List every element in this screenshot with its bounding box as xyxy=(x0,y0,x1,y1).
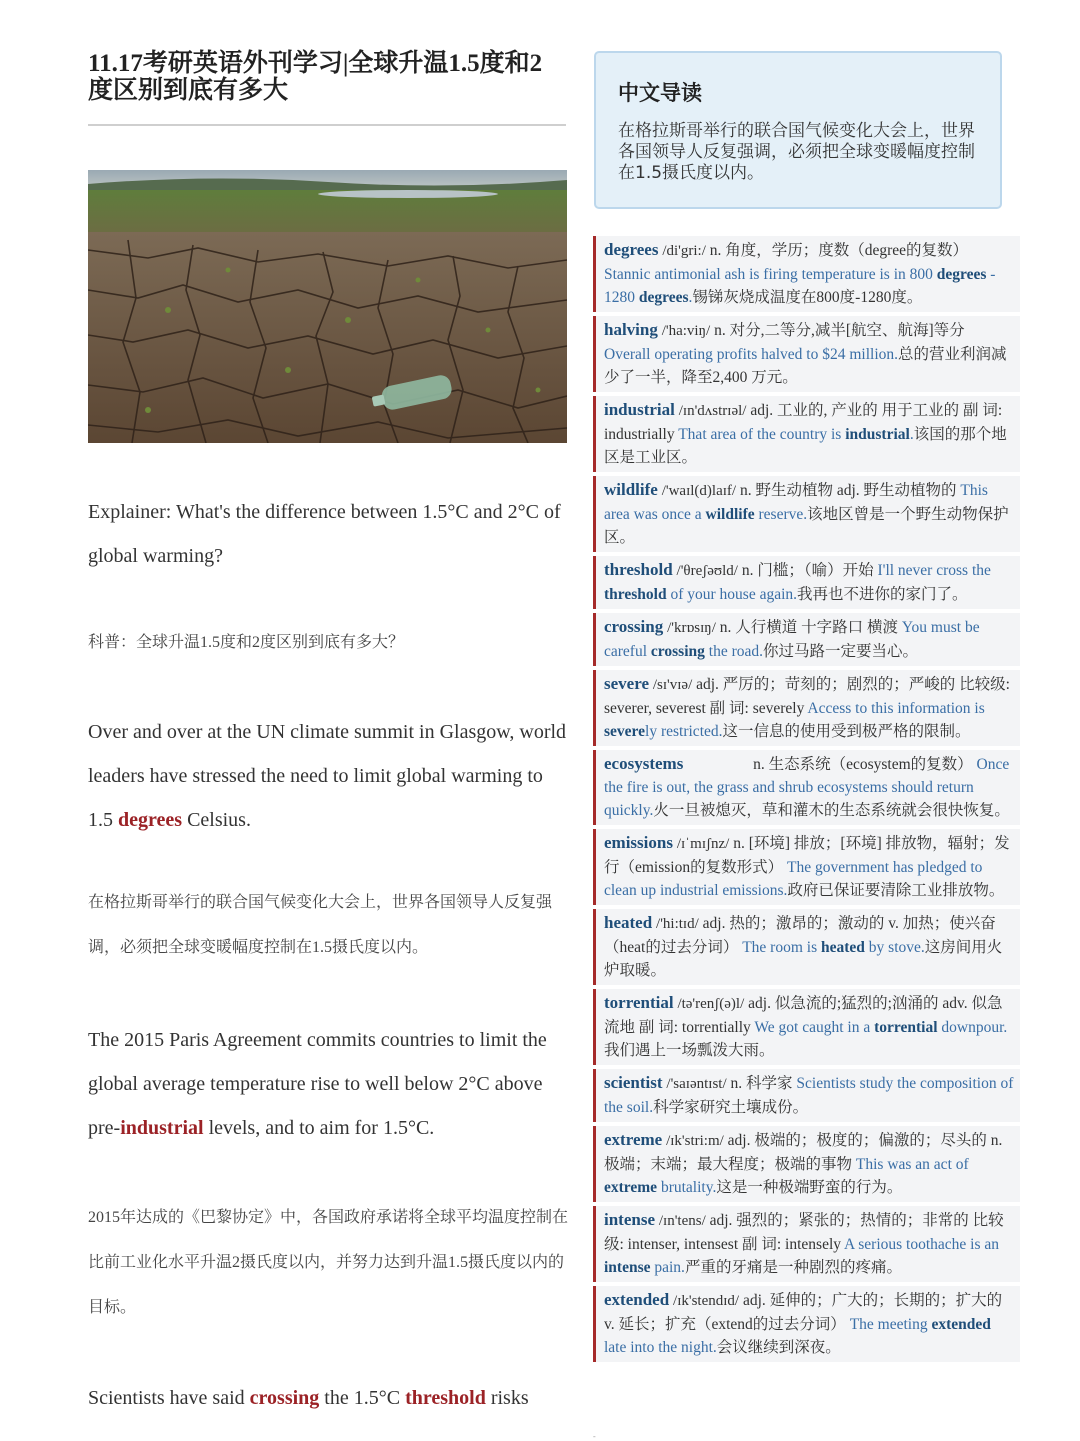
example-sentence: This was an act of xyxy=(855,1156,969,1173)
example-translation: 我再也不进你的家门了。 xyxy=(797,586,968,603)
example-translation: 会议继续到深夜。 xyxy=(716,1339,841,1356)
vocab-word: emissions xyxy=(604,833,673,852)
text-segment: risks xyxy=(485,1387,529,1409)
vocab-word: ecosystems xyxy=(604,754,684,773)
example-sentence: of your house again. xyxy=(666,586,798,603)
example-translation: 锡锑灰烧成温度在800度-1280度。 xyxy=(692,289,923,306)
guide-text: 在格拉斯哥举行的联合国气候变化大会上，世界各国领导人反复强调，必须把全球变暖幅度控制在1.5摄氏度以内。 xyxy=(618,121,975,183)
example-sentence: - 1280 xyxy=(604,266,996,306)
vocab-phonetic: /'hi:tɪd/ xyxy=(656,916,699,932)
example-translation: 这一信息的使用受到极严格的限制。 xyxy=(722,723,971,740)
vocab-word: extended xyxy=(604,1290,670,1309)
example-keyword: extreme xyxy=(604,1179,658,1196)
example-translation: 总的营业利润减少了一半，降至2,400 万元。 xyxy=(604,346,1007,386)
example-sentence: the road. xyxy=(704,643,763,660)
vocab-definition: n. [环境] 排放；[环境] 排放物，辐射；发行（emission的复数形式） xyxy=(604,835,1010,876)
example-sentence: . xyxy=(688,289,693,306)
example-translation: 该国的那个地区是工业区。 xyxy=(604,426,1007,466)
example-keyword: crossing xyxy=(650,643,705,660)
chinese-paragraph xyxy=(88,620,568,665)
example-sentence: brutality. xyxy=(657,1179,717,1196)
example-sentence: Access to this information is xyxy=(807,700,985,717)
example-sentence: You must be careful xyxy=(604,619,980,660)
vocab-entry-extended xyxy=(593,1286,1020,1362)
example-sentence: We got caught in a xyxy=(754,1019,875,1036)
vocab-entry-severe xyxy=(593,670,1020,746)
example-translation: 火一旦被熄灭，草和灌木的生态系统就会很快恢复。 xyxy=(653,802,1010,819)
vocab-definition: adj. 热的；激昂的；激动的 v. 加热；使兴奋（heat的过去分词） xyxy=(604,915,996,956)
text-segment: Scientists have said xyxy=(88,1387,250,1409)
vocabulary-list xyxy=(593,236,1020,1366)
example-sentence: pain. xyxy=(650,1259,685,1276)
vocab-definition: n. 人行横道 十字路口 横渡 xyxy=(719,619,899,636)
vocab-definition: n. 生态系统（ecosystem的复数） xyxy=(753,756,973,773)
vocab-highlight: degrees xyxy=(118,809,183,831)
example-keyword: intense xyxy=(604,1259,651,1276)
example-translation: 科学家研究土壤成份。 xyxy=(653,1099,809,1116)
vocab-entry-intense xyxy=(593,1206,1020,1282)
vocab-phonetic: /ɪk'stri:m/ xyxy=(666,1133,724,1149)
text-segment: 在格拉斯哥举行的联合国气候变化大会上，世界各国领导人反复强调，必须把全球变暖幅度控制在1.5摄氏度以内。 xyxy=(88,894,553,956)
vocab-definition: adj. 似急流的;猛烈的;汹涌的 adv. 似急流地 副 词: torrentially xyxy=(604,995,1003,1036)
vocab-phonetic: /sɪ'vɪə/ xyxy=(652,677,693,693)
vocab-entry-emissions xyxy=(593,829,1020,905)
vocab-highlight: threshold xyxy=(405,1387,486,1409)
example-sentence: The government has pledged to clean up industrial emissions. xyxy=(604,859,983,899)
vocab-word: degrees xyxy=(604,240,659,259)
vocab-definition: n. 对分,二等分,减半[航空、航海]等分 xyxy=(714,322,965,339)
vocab-entry-halving xyxy=(593,316,1020,392)
example-translation: 这是一种极端野蛮的行为。 xyxy=(716,1179,903,1196)
text-segment: levels, and to aim for 1.5°C. xyxy=(203,1117,435,1139)
vocab-phonetic: /tə'renʃ(ə)l/ xyxy=(677,996,745,1012)
example-translation: 这房间用火炉取暖。 xyxy=(604,939,1003,979)
guide-title: 中文导读 xyxy=(618,81,702,105)
example-keyword: heated xyxy=(820,939,865,956)
vocab-word: halving xyxy=(604,320,658,339)
text-segment: Over and over at the UN climate summit in Glasgow, world leaders have stressed the need to limit global warming to 1.5 xyxy=(88,721,567,831)
example-sentence: reserve. xyxy=(754,506,808,523)
vocab-word: extreme xyxy=(604,1130,663,1149)
vocab-definition: adj. 严厉的；苛刻的；剧烈的；严峻的 比较级: severer, severest 副 词: severely xyxy=(604,676,1010,717)
vocab-definition: n. 角度，学历；度数（degree的复数） xyxy=(709,242,969,259)
example-translation: 我们遇上一场瓢泼大雨。 xyxy=(604,1042,775,1059)
vocab-word: severe xyxy=(604,674,649,693)
vocab-definition: n. 门槛；（喻）开始 xyxy=(741,562,874,579)
text-segment: the 1.5°C xyxy=(319,1387,406,1409)
vocab-phonetic: /'θreʃəʊld/ xyxy=(676,563,738,579)
vocab-word: intense xyxy=(604,1210,655,1229)
chinese-paragraph xyxy=(88,880,568,970)
vocab-word: industrial xyxy=(604,400,675,419)
example-keyword: threshold xyxy=(604,586,667,603)
vocab-entry-scientist xyxy=(593,1069,1020,1122)
english-paragraph xyxy=(88,710,568,842)
example-sentence: The room is xyxy=(742,939,821,956)
example-sentence: Scientists study the composition of the soil. xyxy=(604,1075,1014,1116)
vocab-word: scientist xyxy=(604,1073,663,1092)
example-keyword: degrees xyxy=(638,289,689,306)
vocab-entry-torrential xyxy=(593,989,1020,1065)
example-sentence: ly restricted. xyxy=(645,723,723,740)
vocab-entry-crossing xyxy=(593,613,1020,666)
vocab-phonetic: /ɪn'dʌstrɪəl/ xyxy=(678,403,747,419)
text-segment: 2015年达成的《巴黎协定》中，各国政府承诺将全球平均温度控制在比前工业化水平升温2摄氏度以内，并努力达到升温1.5摄氏度以内的目标。 xyxy=(88,1209,569,1316)
vocab-phonetic: /di'gri:/ xyxy=(662,243,706,259)
example-keyword: industrial xyxy=(845,426,910,443)
chinese-guide-box xyxy=(594,51,1002,209)
vocab-definition: n. 野生动植物 adj. 野生动植物的 xyxy=(739,482,957,499)
example-translation: 该地区曾是一个野生动物保护区。 xyxy=(604,506,1009,546)
example-sentence: . xyxy=(909,426,914,443)
vocab-definition: adj. 极端的；极度的；偏激的；尽头的 n. 极端；末端；最大程度；极端的事物 xyxy=(604,1132,1003,1173)
example-sentence: Overall operating profits halved to $24 million. xyxy=(604,346,899,363)
example-translation: 政府已保证要清除工业排放物。 xyxy=(787,882,1005,899)
example-keyword: wildlife xyxy=(705,506,755,523)
vocab-word: crossing xyxy=(604,617,664,636)
vocab-entry-ecosystems xyxy=(593,750,1020,825)
text-segment: Explainer: What's the difference between 1.5°C and 2°C of global warming? xyxy=(88,501,561,567)
vocab-word: wildlife xyxy=(604,480,658,499)
vocab-definition: adj. 延伸的；广大的；长期的；扩大的 v. 延长；扩充（extend的过去分词） xyxy=(604,1292,1003,1333)
vocab-definition: adj. 强烈的；紧张的；热情的；非常的 比较级: intenser, intensest 副 词: intensely xyxy=(604,1212,1004,1253)
vocab-phonetic: /'ha:viŋ/ xyxy=(661,323,711,339)
vocab-word: torrential xyxy=(604,993,674,1012)
cracked-earth-image xyxy=(88,170,567,443)
bottom-mark: - xyxy=(593,1432,596,1441)
text-segment: 科普：全球升温1.5度和2度区别到底有多大？ xyxy=(88,634,405,651)
vocab-definition: adj. 工业的, 产业的 用于工业的 副 词: industrially xyxy=(604,402,1003,443)
chinese-paragraph xyxy=(88,1195,568,1330)
vocab-entry-threshold xyxy=(593,556,1020,609)
example-keyword: torrential xyxy=(874,1019,938,1036)
example-sentence: Stannic antimonial ash is firing temperature is in 800 xyxy=(604,266,937,283)
example-translation: 严重的牙痛是一种剧烈的疼痛。 xyxy=(684,1259,902,1276)
example-sentence: That area of the country is xyxy=(678,426,846,443)
example-sentence: by stove. xyxy=(864,939,925,956)
text-segment: Celsius. xyxy=(182,809,251,831)
example-sentence: A serious toothache is an xyxy=(844,1236,1000,1253)
example-translation: 你过马路一定要当心。 xyxy=(763,643,919,660)
vocab-word: heated xyxy=(604,913,653,932)
vocab-phonetic: /'krɒsɪŋ/ xyxy=(667,620,716,636)
english-paragraph xyxy=(88,1376,568,1420)
example-keyword: degrees xyxy=(936,266,987,283)
example-sentence: Once the fire is out, the grass and shrub ecosystems should return quickly. xyxy=(604,756,1010,819)
english-paragraph xyxy=(88,1018,568,1150)
example-sentence: The meeting xyxy=(849,1316,932,1333)
vocab-entry-industrial xyxy=(593,396,1020,472)
example-keyword: extended xyxy=(931,1316,991,1333)
cracked-earth-photo xyxy=(88,170,567,443)
example-sentence: late into the night. xyxy=(604,1339,717,1356)
vocab-definition: n. 科学家 xyxy=(730,1075,793,1092)
example-sentence: downpour. xyxy=(937,1019,1008,1036)
example-keyword: severe xyxy=(604,723,646,740)
page-title: 11.17考研英语外刊学习|全球升温1.5度和2度区别到底有多大 xyxy=(88,50,543,104)
example-sentence: This area was once a xyxy=(604,482,988,523)
vocab-entry-wildlife xyxy=(593,476,1020,552)
text-segment: The 2015 Paris Agreement commits countries to limit the global average temperature rise to well below 2°C above pre- xyxy=(88,1029,547,1139)
vocab-entry-degrees xyxy=(593,236,1020,312)
vocab-phonetic: /ɪˈmɪʃnz/ xyxy=(676,836,730,852)
vocab-phonetic: /'waɪl(d)laɪf/ xyxy=(661,483,737,499)
vocab-phonetic: /ɪn'tens/ xyxy=(658,1213,706,1229)
title-divider xyxy=(88,124,566,126)
vocab-word: threshold xyxy=(604,560,673,579)
vocab-entry-extreme xyxy=(593,1126,1020,1202)
vocab-highlight: industrial xyxy=(120,1117,204,1139)
vocab-phonetic: /ɪk'stendɪd/ xyxy=(673,1293,740,1309)
english-paragraph xyxy=(88,490,568,578)
example-sentence: I'll never cross the xyxy=(877,562,991,579)
vocab-phonetic: /'saɪəntɪst/ xyxy=(666,1076,727,1092)
vocab-highlight: crossing xyxy=(249,1387,320,1409)
vocab-entry-heated xyxy=(593,909,1020,985)
